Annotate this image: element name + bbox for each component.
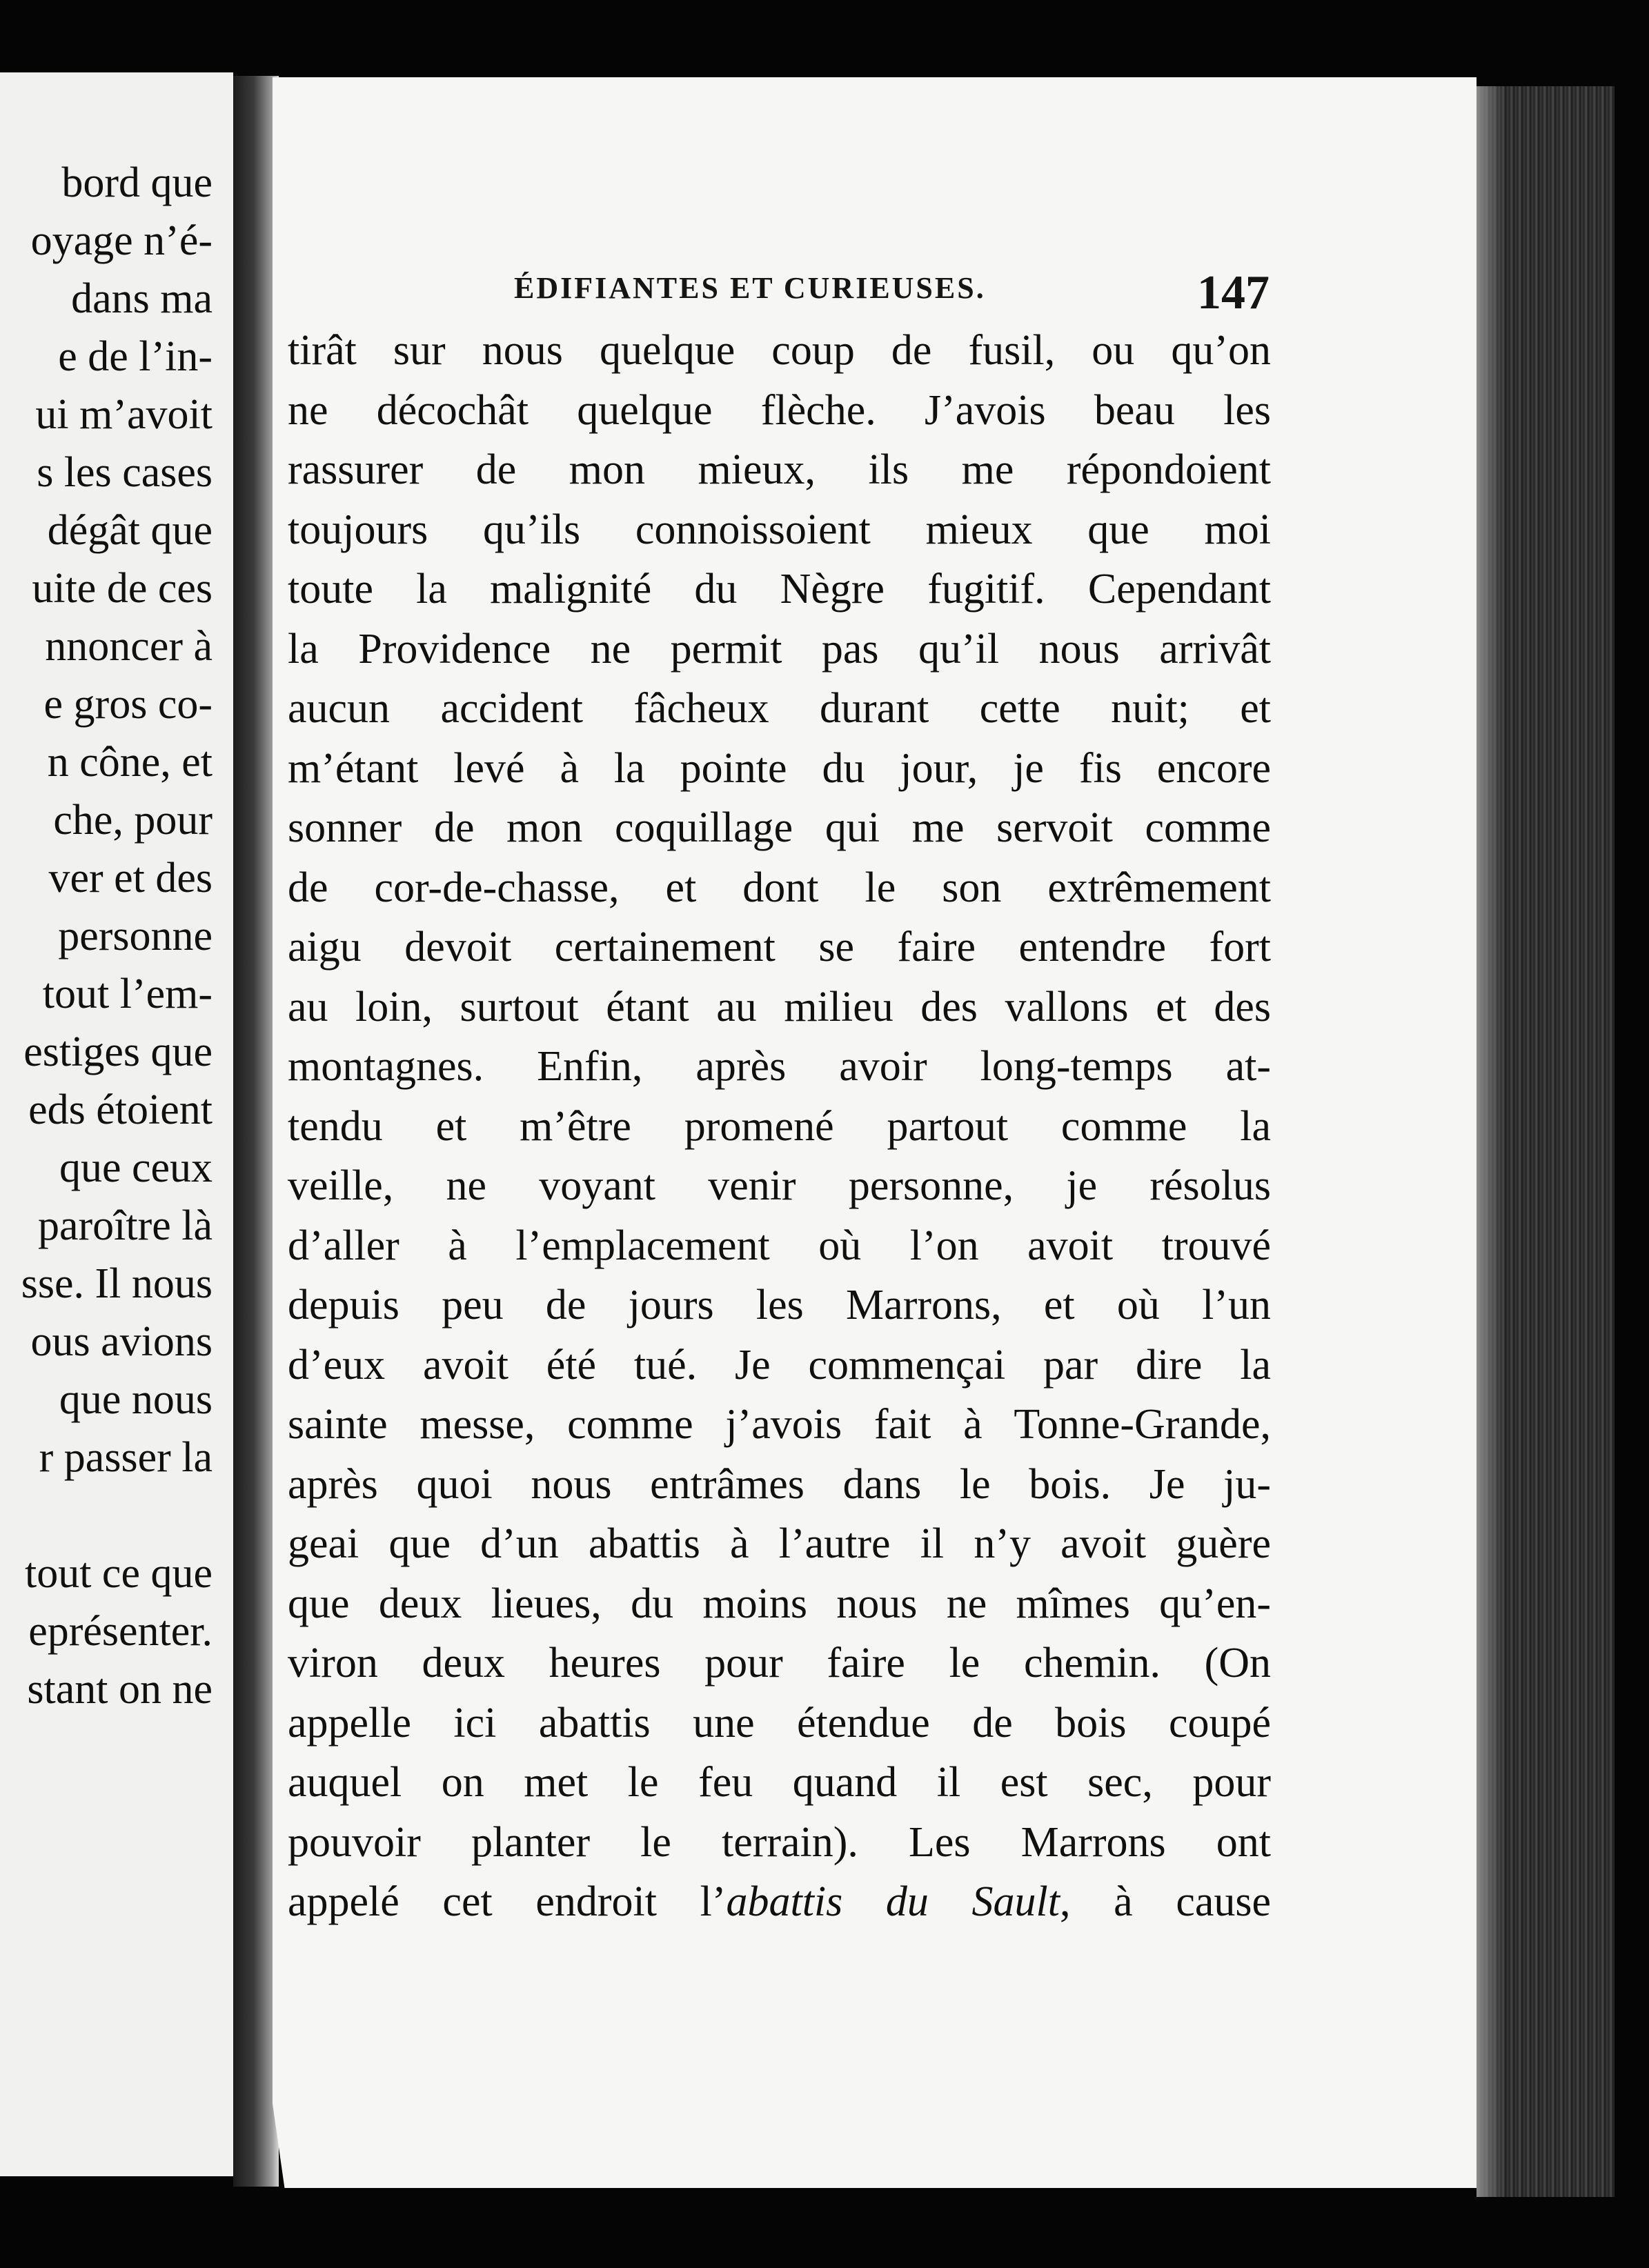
body-line: aigu devoit certainement se faire entendre fort bbox=[288, 924, 1271, 971]
body-line: veille, ne voyant venir personne, je résolus bbox=[288, 1162, 1271, 1209]
body-line: m’étant levé à la pointe du jour, je fis encore bbox=[288, 744, 1271, 792]
left-page-line: dégât que bbox=[47, 507, 213, 554]
body-line: appelle ici abattis une étendue de bois coupé bbox=[288, 1699, 1271, 1747]
book-gutter bbox=[233, 76, 279, 2187]
body-line: la Providence ne permit pas qu’il nous arrivât bbox=[288, 625, 1271, 673]
body-line: au loin, surtout étant au milieu des vallons et des bbox=[288, 983, 1271, 1031]
left-page-line: uite de ces bbox=[32, 565, 213, 612]
left-page-line: tout l’em- bbox=[42, 971, 213, 1017]
left-page-line: s les cases bbox=[37, 449, 213, 496]
left-page-line: r passer la bbox=[39, 1434, 213, 1481]
body-line: de cor-de-chasse, et dont le son extrêmement bbox=[288, 864, 1271, 911]
left-page-line: stant on ne bbox=[27, 1666, 213, 1713]
body-line: toute la malignité du Nègre fugitif. Cependant bbox=[288, 566, 1271, 613]
final-line-before: appelé cet endroit l’ bbox=[288, 1878, 727, 1925]
running-head: ÉDIFIANTES ET CURIEUSES. bbox=[514, 271, 986, 305]
body-line: tendu et m’être promené partout comme la bbox=[288, 1102, 1271, 1150]
body-line: ne décochât quelque flèche. J’avois beau les bbox=[288, 386, 1271, 434]
body-line bbox=[288, 1874, 1271, 1929]
final-line-after: , à cause bbox=[1060, 1878, 1271, 1925]
body-line: d’eux avoit été tué. Je commençai par dire la bbox=[288, 1341, 1271, 1389]
body-line: que deux lieues, du moins nous ne mîmes qu’en- bbox=[288, 1580, 1271, 1627]
left-page-line: dans ma bbox=[71, 275, 213, 322]
left-page-line: e gros co- bbox=[43, 681, 213, 728]
body-line: après quoi nous entrâmes dans le bois. Je ju- bbox=[288, 1460, 1271, 1508]
body-line: montagnes. Enfin, après avoir long-temps at- bbox=[288, 1043, 1271, 1090]
body-line: rassurer de mon mieux, ils me répondoient bbox=[288, 446, 1271, 493]
left-page-line: ver et des bbox=[48, 855, 213, 902]
left-page-line: estiges que bbox=[23, 1028, 213, 1075]
left-page-line: eds étoient bbox=[28, 1086, 213, 1133]
left-page-line: que nous bbox=[59, 1376, 213, 1423]
body-line: sonner de mon coquillage qui me servoit comme bbox=[288, 804, 1271, 851]
body-line: pouvoir planter le terrain). Les Marrons ont bbox=[288, 1818, 1271, 1866]
page-number: 147 bbox=[1197, 266, 1270, 319]
body-line: geai que d’un abattis à l’autre il n’y avoit guère bbox=[288, 1520, 1271, 1567]
left-page-line: ous avions bbox=[30, 1318, 213, 1365]
body-line: viron deux heures pour faire le chemin. (On bbox=[288, 1640, 1271, 1687]
body-line: aucun accident fâcheux durant cette nuit; et bbox=[288, 685, 1271, 732]
left-page-line: nnoncer à bbox=[45, 623, 213, 670]
left-page-line: tout ce que bbox=[24, 1550, 213, 1597]
left-page-line: che, pour bbox=[53, 797, 213, 844]
left-page-line: personne bbox=[58, 913, 213, 959]
left-page-line: ui m’avoit bbox=[35, 391, 213, 438]
left-page-line: e de l’in- bbox=[58, 333, 213, 380]
page-edges bbox=[1477, 86, 1615, 2197]
body-line: auquel on met le feu quand il est sec, pour bbox=[288, 1759, 1271, 1806]
body-line: depuis peu de jours les Marrons, et où l’un bbox=[288, 1282, 1271, 1329]
left-facing-page bbox=[0, 72, 233, 2176]
left-page-line: n cône, et bbox=[47, 739, 213, 786]
left-page-line: oyage n’é- bbox=[30, 217, 213, 264]
body-line: sainte messe, comme j’avois fait à Tonne-Grande, bbox=[288, 1401, 1271, 1448]
final-line-italic: abattis du Sault bbox=[726, 1878, 1060, 1925]
body-line: tirât sur nous quelque coup de fusil, ou qu’on bbox=[288, 327, 1271, 374]
left-page-line: paroître là bbox=[37, 1202, 213, 1249]
body-line: toujours qu’ils connoissoient mieux que moi bbox=[288, 506, 1271, 553]
left-page-line: eprésenter. bbox=[28, 1608, 213, 1655]
left-page-line: bord que bbox=[61, 159, 213, 206]
left-page-line: sse. Il nous bbox=[21, 1260, 213, 1307]
body-line: d’aller à l’emplacement où l’on avoit trouvé bbox=[288, 1222, 1271, 1269]
left-page-line: que ceux bbox=[59, 1144, 213, 1191]
